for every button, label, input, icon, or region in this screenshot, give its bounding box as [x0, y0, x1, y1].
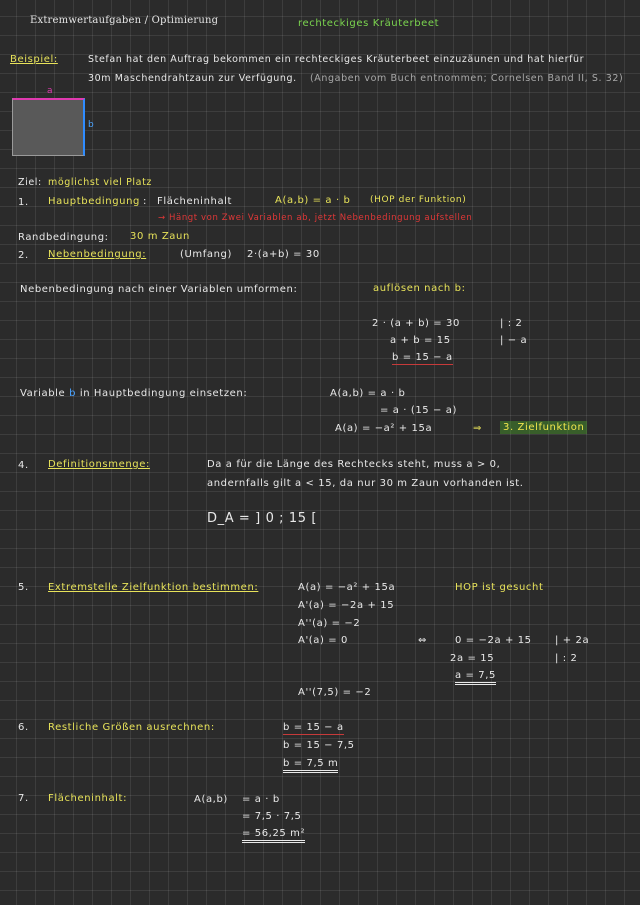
step5-op2: | : 2 [555, 653, 578, 664]
einsetzen-arrow: ⇒ [473, 423, 482, 434]
beispiel-text-line2: 30m Maschendrahtzaun zur Verfügung. [88, 73, 297, 84]
einsetzen-line1: A(a,b) = a · b [330, 388, 406, 399]
umformen-line1: 2 · (a + b) = 30 [372, 318, 460, 329]
step5-line1: A(a) = −a² + 15a [298, 582, 396, 593]
umformen-hint: auflösen nach b: [373, 283, 466, 294]
step4-label: Definitionsmenge: [48, 459, 150, 470]
step5-line3: A''(a) = −2 [298, 618, 361, 629]
step5-line2: A'(a) = −2a + 15 [298, 600, 395, 611]
step7-label: Flächeninhalt: [48, 793, 128, 804]
einsetzen-text-post: in Hauptbedingung einsetzen: [79, 388, 248, 399]
einsetzen-text-pre: Variable [20, 388, 66, 399]
step2-formula: 2·(a+b) = 30 [247, 249, 320, 260]
step5-solve2: 2a = 15 [450, 653, 495, 664]
step5-number: 5. [18, 582, 29, 593]
step2-text: (Umfang) [180, 249, 232, 260]
beispiel-source: (Angaben vom Buch entnommen; Cornelsen Band II, S. 32) [310, 73, 624, 84]
step5-equiv: ⇔ [418, 635, 427, 646]
step1-number: 1. [18, 197, 29, 208]
step7-number: 7. [18, 793, 29, 804]
sketch-label-a: a [47, 86, 54, 96]
sketch-label-b: b [88, 120, 95, 130]
rectangle-sketch [12, 98, 85, 156]
step5-op1: | + 2a [555, 635, 590, 646]
step7-lhs: A(a,b) [194, 794, 228, 805]
step2-label: Nebenbedingung: [48, 249, 147, 260]
ziel-text: möglichst viel Platz [48, 177, 152, 188]
step6-line2: b = 15 − 7,5 [283, 740, 355, 751]
einsetzen-line3: A(a) = −a² + 15a [335, 423, 433, 434]
step5-solve1: 0 = −2a + 15 [455, 635, 532, 646]
step7-line2: = 7,5 · 7,5 [242, 811, 302, 822]
step4-line1: Da a für die Länge des Rechtecks steht, muss a > 0, [207, 459, 501, 470]
step1-warning: → Hängt von Zwei Variablen ab, jetzt Nebenbedingung aufstellen [158, 213, 473, 223]
page-subtitle: rechteckiges Kräuterbeet [298, 18, 440, 29]
step6-number: 6. [18, 722, 29, 733]
umformen-line3: b = 15 − a [392, 352, 453, 363]
step6-line1: b = 15 − a [283, 722, 344, 733]
step4-number: 4. [18, 460, 29, 471]
step5-line4: A'(a) = 0 [298, 635, 349, 646]
umformen-text: Nebenbedingung nach einer Variablen umformen: [20, 284, 298, 295]
umformen-op2: | − a [500, 335, 528, 346]
einsetzen-line2: = a · (15 − a) [380, 405, 458, 416]
rand-value: 30 m Zaun [130, 231, 190, 242]
step5-hint: HOP ist gesucht [455, 582, 544, 593]
step5-check: A''(7,5) = −2 [298, 687, 372, 698]
definitionsmenge: D_A = ] 0 ; 15 [ [207, 511, 318, 526]
rand-label: Randbedingung: [18, 232, 109, 243]
step7-result: = 56,25 m² [242, 828, 305, 843]
page-title: Extremwertaufgaben / Optimierung [30, 15, 219, 26]
step1-text: Flächeninhalt [157, 196, 233, 207]
step1-formula: A(a,b) = a · b [275, 195, 351, 206]
beispiel-label: Beispiel: [10, 54, 58, 65]
umformen-op1: | : 2 [500, 318, 523, 329]
step7-line1: = a · b [242, 794, 280, 805]
step1-note: (HOP der Funktion) [370, 195, 467, 205]
einsetzen-var: b [69, 388, 77, 399]
umformen-line2: a + b = 15 [390, 335, 451, 346]
step4-line2: andernfalls gilt a < 15, da nur 30 m Zaun vorhanden ist. [207, 478, 524, 489]
ziel-label: Ziel: [18, 177, 42, 188]
step5-solve3: a = 7,5 [455, 670, 496, 685]
step6-line3: b = 7,5 m [283, 758, 338, 773]
zielfunktion-badge: 3. Zielfunktion [500, 421, 587, 434]
step5-label: Extremstelle Zielfunktion bestimmen: [48, 582, 259, 593]
step6-label: Restliche Größen ausrechnen: [48, 722, 215, 733]
step1-colon: : [143, 196, 147, 207]
step1-label: Hauptbedingung [48, 196, 140, 207]
step2-number: 2. [18, 250, 29, 261]
beispiel-text-line1: Stefan hat den Auftrag bekommen ein rechteckiges Kräuterbeet einzuzäunen und hat hierfür [88, 54, 585, 65]
